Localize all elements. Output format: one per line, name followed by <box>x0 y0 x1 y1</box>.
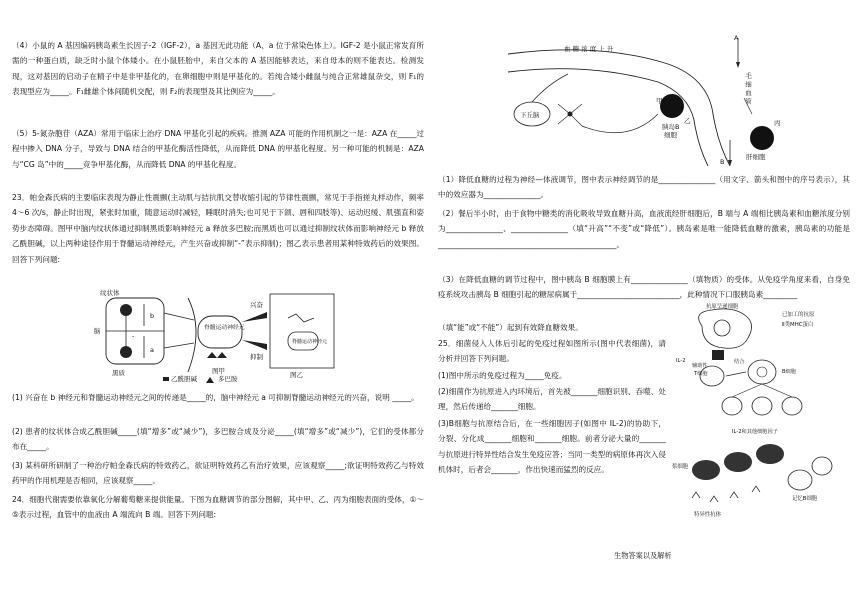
label-receptor-jia: 甲 <box>656 97 663 105</box>
label-receptor-yi: 乙 <box>684 117 691 125</box>
q25-part2: (2)细菌作为抗原进入内环境后，首先被_______细胞识别、吞噬、处理，然后传递给_______细胞。 <box>438 387 666 412</box>
label-memory-b-cell: 记忆B细胞 <box>792 496 818 502</box>
q24-part2: （2）餐后半小时，由于食物中糖类的消化吸收导致血糖升高，血液流经肝细胞后，B 端与 A 端相比胰岛素和血糖浓度分别为_______________、_______________（填“升高”“不变”或“降低”）。胰岛素是唯一能降低血糖的激素，胰岛素的功能是_______________________________________________。 <box>438 209 850 249</box>
label-neuron-b: b <box>150 312 155 320</box>
label-spinal-neuron-2: 脊髓运动神经元 <box>292 339 328 345</box>
legend-dopamine: 多巴胺 <box>218 375 238 383</box>
label-liver-cell: 肝细胞 <box>746 153 766 161</box>
figure-25-drawing <box>672 302 844 534</box>
label-islet-b-cell-2: 细胞 <box>664 131 677 139</box>
label-fig-a: 图甲 <box>212 367 225 375</box>
q23-part3: (3) 某科研所研制了一种治疗帕金森氏病的特效药乙，欲证明特效药乙有治疗效果，应该观察_____;欲证明特效药乙与特效药甲的作用机理是否相同，应该观察_____。 <box>12 461 424 486</box>
q24-part1: （1）降低血糖的过程为神经—体液调节，图中表示神经调节的是_______________（用文字、箭头和图中的序号表示），其中的效应器为_______________。 <box>438 175 850 200</box>
figure-25 <box>672 302 844 534</box>
label-capillary: 毛 细 血 管 <box>744 72 752 105</box>
label-apc: 抗原呈递细胞 <box>706 304 739 310</box>
legend-acetylcholine: 乙酰胆碱 <box>171 375 197 383</box>
q23-part1: (1) 兴奋在 b 神经元和脊髓运动神经元之间的传递是_____的，脑中神经元 a 可抑制脊髓运动神经元的兴奋，说明 _____。 <box>12 393 419 402</box>
label-striatum: 纹状体 <box>100 289 120 297</box>
label-fig-b: 图乙 <box>290 371 303 379</box>
label-inhibit: 抑制 <box>250 353 263 361</box>
label-brain: 脑 <box>94 327 101 335</box>
label-il2: IL-2 <box>676 358 686 364</box>
q24-part3-tail: （填“能”或“不能”）起到有效降血糖效果。 <box>438 323 583 332</box>
label-helper: 辅助性 <box>692 363 708 369</box>
q23-part2: (2) 患者的纹状体合成乙酰胆碱_____(填“增多”或“减少”)，多巴胺合成及分泌_____(填“增多”或“减少”)，它们的受体都分布在_____。 <box>12 427 424 452</box>
q25-part1: (1)图中所示的免疫过程为_____免疫。 <box>438 371 567 380</box>
label-receptor-bing: 丙 <box>774 119 781 127</box>
q25-part3: (3)B细胞与抗原结合后，在一些细胞因子(如图中 IL-2)的协助下，分裂、分化成_______细胞和_______细胞。前者分泌大量的_______与抗原进行特异性结合发生免疫应答；当同一类型的病原体再次入侵机体时，后者会_______，作出快速而猛烈的反应。 <box>438 419 666 475</box>
label-islet-b-cell-1: 胰岛B <box>662 123 680 131</box>
label-neuron-a: a <box>150 346 154 354</box>
label-minus: - <box>132 332 135 340</box>
q23-stem: 23．帕金森氏病的主要临床表现为静止性震颤(主动肌与拮抗肌交替收缩引起的节律性震颤，常见于手指搓丸样动作，频率 4～6 次/s，静止时出现，紧张时加重，随意运动时减轻，睡眠时消失;也可见于下颌、唇和四肢等)、运动迟缓、肌强直和姿势步态障碍。图甲中脑内纹状体通过抑制黑质影响神经元 a 释放多巴胺;而黑质也可以通过抑制纹状体而影响神经元 b 释放乙酰胆碱，以上两种途径作用于脊髓运动神经元，产生兴奋或抑制“-”表示抑制)；图乙表示患者用某种特效药后的效果图。回答下列问题: <box>12 193 424 264</box>
label-blood-glucose-rise: 血 糖 浓 度 上 升 <box>564 45 614 53</box>
label-excite: 兴奋 <box>250 301 263 309</box>
label-spinal-neuron-1: 脊髓运动神经元 <box>204 325 245 331</box>
label-b-cell: B细胞 <box>782 369 796 375</box>
q24-part3: （3）在降低血糖的调节过程中，图中胰岛 B 细胞膜上有_______________（填物质）的受体。从免疫学角度来看，自身免疫系统攻击胰岛 B 细胞引起的糖尿病属于___________________________，此种情况下口服胰岛素_________ <box>438 275 850 300</box>
label-specific-antibody: 特异性抗体 <box>694 512 721 518</box>
label-end-A: A <box>734 34 739 42</box>
q22-part4: （4）小鼠的 A 基因编码胰岛素生长因子-2（IGF-2），a 基因无此功能（A、a 位于常染色体上）。IGF-2 是小鼠正常发育所需的一种蛋白质，缺乏时小鼠个体矮小。在小鼠胚胎中，来自父本的 A 基因能够表达，来自母本的则不能表达。检测发现，这对基因的启动子在精子中是非甲基化的，在卵细胞中则是甲基化的。若纯合矮小雌鼠与纯合正常雄鼠杂交，则 F₁的表现型应为_____。F₁雌雄个体间随机交配，则 F₂的表现型及其比例应为_____。 <box>12 41 424 97</box>
figure-24 <box>508 34 788 168</box>
footer-title: 生物答案以及解析 <box>614 551 672 560</box>
q25-stem: 25．细菌侵入人体后引起的免疫过程如图所示(图中代表细菌)，请分析并回答下列问题。 <box>438 339 666 364</box>
label-il2-cytokines: IL-2和其他细胞因子 <box>732 429 778 435</box>
label-end-B: B <box>720 158 725 166</box>
q22-part5: （5）5-氮杂胞苷（AZA）常用于临床上治疗 DNA 甲基化引起的疾病。推测 AZA 可能的作用机制之一是：AZA 在_____过程中掺入 DNA 分子，导致与 DNA 结合的甲基化酶活性降低，从而降低 DNA 的甲基化程度。另一种可能的机制是：AZA 与“CG 岛”中的_____竞争甲基化酶，从而降低 DNA 的甲基化程度。 <box>12 129 424 169</box>
label-processed-antigen: 已加工的抗原 <box>782 312 815 318</box>
label-substantia-nigra: 黑质 <box>112 369 125 377</box>
label-hypothalamus: 下丘脑 <box>520 111 540 119</box>
q24-stem: 24．细胞代谢需要依靠氧化分解葡萄糖来提供能量。下图为血糖调节的部分图解，其中甲、乙、丙为细胞表面的受体，①～⑤表示过程，血管中的血液由 A 端流向 B 端。回答下列问题: <box>12 495 424 520</box>
label-plasma-cell: 浆细胞 <box>672 464 689 470</box>
label-mhc-ii: Ⅱ类MHC蛋白 <box>782 322 814 328</box>
figure-23 <box>92 288 342 388</box>
label-t-cell: T细胞 <box>694 371 708 377</box>
label-binding: 结合 <box>734 359 745 365</box>
